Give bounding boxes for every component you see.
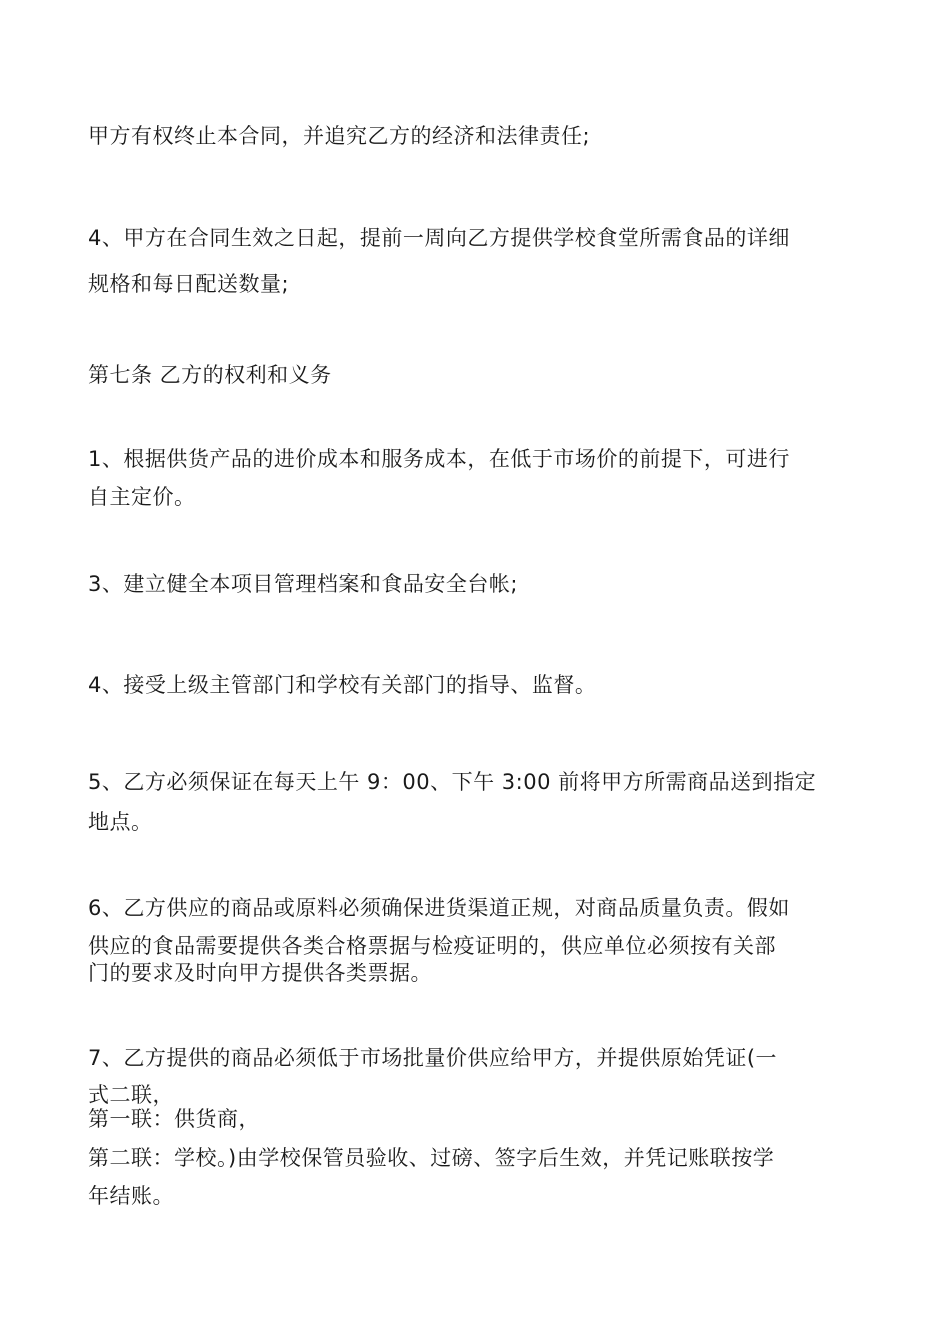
text-line: 5、乙方必须保证在每天上午 9：00、下午 3:00 前将甲方所需商品送到指定 xyxy=(88,770,817,794)
text-line: 门的要求及时向甲方提供各类票据。 xyxy=(88,961,432,985)
text-line: 规格和每日配送数量; xyxy=(88,272,290,296)
text-line: 地点。 xyxy=(88,810,153,834)
text-line: 3、建立健全本项目管理档案和食品安全台帐; xyxy=(88,572,518,596)
text-line: 甲方有权终止本合同，并追究乙方的经济和法律责任; xyxy=(88,124,591,148)
text-line: 1、根据供货产品的进价成本和服务成本，在低于市场价的前提下，可进行 xyxy=(88,447,790,471)
text-line: 6、乙方供应的商品或原料必须确保进货渠道正规，对商品质量负责。假如 xyxy=(88,896,790,920)
text-line: 第一联：供货商， xyxy=(88,1107,260,1131)
text-line: 年结账。 xyxy=(88,1184,174,1208)
text-line: 自主定价。 xyxy=(88,485,196,509)
text-line: 式二联， xyxy=(88,1083,174,1107)
text-line: 4、接受上级主管部门和学校有关部门的指导、监督。 xyxy=(88,673,597,697)
text-line: 供应的食品需要提供各类合格票据与检疫证明的，供应单位必须按有关部 xyxy=(88,934,776,958)
text-line: 4、甲方在合同生效之日起，提前一周向乙方提供学校食堂所需食品的详细 xyxy=(88,226,790,250)
section-heading: 第七条 乙方的权利和义务 xyxy=(88,363,332,387)
text-line: 7、乙方提供的商品必须低于市场批量价供应给甲方，并提供原始凭证(一 xyxy=(88,1046,778,1070)
text-line: 第二联：学校。)由学校保管员验收、过磅、签字后生效，并凭记账联按学 xyxy=(88,1146,775,1170)
